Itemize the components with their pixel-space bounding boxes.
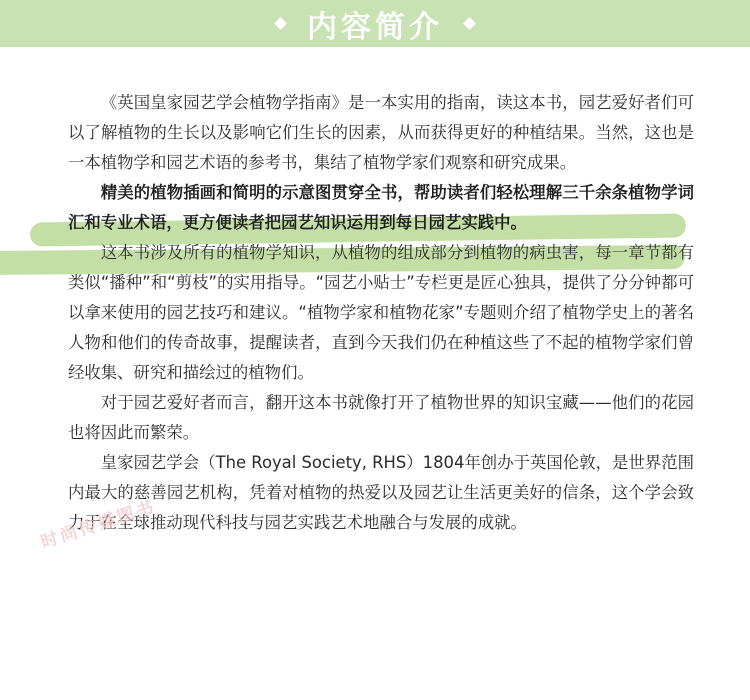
watermark: 时尚传媒图书 [38,496,159,553]
section-title: 内容简介 [307,9,443,45]
diamond-right-icon [463,17,476,30]
paragraph-contents: 这本书涉及所有的植物学知识，从植物的组成部分到植物的病虫害，每一章节都有类似“播种”和“剪枝”的实用指导。“园艺小贴士”专栏更是匠心独具，提供了分分钟都可以拿来使用的园艺技巧和建议。“植物学家和植物花家”专题则介绍了植物学史上的著名人物和他们的传奇故事，提醒读者，直到今天我们仍在种植这些了不起的植物学家们曾经收集、研究和描绘过的植物们。 [68,243,694,382]
section-header [0,0,750,47]
intro-body [68,88,694,538]
paragraph-treasure: 对于园艺爱好者而言，翻开这本书就像打开了植物世界的知识宝藏——他们的花园也将因此而繁荣。 [68,393,694,442]
paragraph-intro: 《英国皇家园艺学会植物学指南》是一本实用的指南，读这本书，园艺爱好者们可以了解植物的生长以及影响它们生长的因素，从而获得更好的种植结果。当然，这也是一本植物学和园艺术语的参考书，集结了植物学家们观察和研究成果。 [68,93,694,172]
diamond-left-icon [274,17,287,30]
paragraph-highlighted: 精美的植物插画和简明的示意图贯穿全书，帮助读者们轻松理解三千余条植物学词汇和专业术语，更方便读者把园艺知识运用到每日园艺实践中。 [68,183,694,232]
paragraph-rhs: 皇家园艺学会（The Royal Society, RHS）1804年创办于英国伦敦，是世界范围内最大的慈善园艺机构，凭着对植物的热爱以及园艺让生活更美好的信条，这个学会致力于在全球推动现代科技与园艺实践艺术地融合与发展的成就。 [68,453,694,532]
